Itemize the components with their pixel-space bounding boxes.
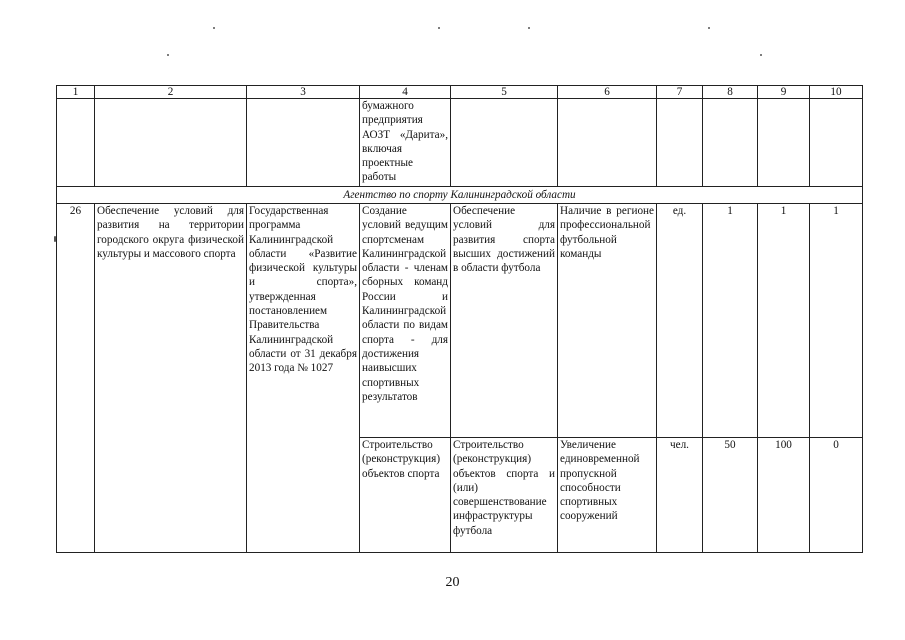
- column-number-cell: 7: [657, 86, 703, 99]
- continuation-row: [57, 99, 863, 187]
- column-number-cell: 9: [758, 86, 810, 99]
- indicator-cell: Наличие в регионе профессиональной футбольной команды: [558, 204, 657, 438]
- table-cell: [247, 99, 360, 187]
- value-cell: 100: [758, 438, 810, 553]
- unit-cell: чел.: [657, 438, 703, 553]
- column-number-cell: 3: [247, 86, 360, 99]
- action-cell: Создание условий ведущим спортсменам Калининградской области - членам сборных команд России и Калининградской области по видам спорта - для достижения наивысших спортивных результатов: [360, 204, 451, 438]
- value-cell: 50: [703, 438, 758, 553]
- scan-speck: [528, 27, 530, 29]
- table-cell: [810, 99, 863, 187]
- value-cell: 0: [810, 438, 863, 553]
- section-row: [57, 187, 863, 204]
- page-number: 20: [445, 575, 460, 590]
- value-cell: 1: [703, 204, 758, 438]
- table-cell: [758, 99, 810, 187]
- action-cell: бумажного предприятия АОЗТ «Дарита», включая проектные работы: [360, 99, 451, 187]
- task-cell: Строительство (реконструкция) объектов спорта и (или) совершенствование инфраструктуры футбола: [451, 438, 558, 553]
- scan-speck: [438, 27, 440, 29]
- table-cell: [657, 99, 703, 187]
- value-cell: 1: [758, 204, 810, 438]
- column-number-cell: 8: [703, 86, 758, 99]
- table-cell: [95, 99, 247, 187]
- task-cell: Обеспечение условий для развития спорта высших достижений в области футбола: [451, 204, 558, 438]
- row-number: 26: [57, 204, 95, 553]
- table-cell: [451, 99, 558, 187]
- data-table: [56, 85, 863, 553]
- table-cell: [703, 99, 758, 187]
- indicator-cell: Увеличение единовременной пропускной способности спортивных сооружений: [558, 438, 657, 553]
- section-title: Агентство по спорту Калининградской области: [57, 187, 863, 204]
- table-cell: [558, 99, 657, 187]
- scan-speck: [708, 27, 710, 29]
- table-row-26: [57, 204, 863, 438]
- scan-speck: [213, 27, 215, 29]
- goal-cell: Обеспечение условий для развития на территории городского округа физической культуры и массового спорта: [95, 204, 247, 553]
- scan-speck: [167, 54, 169, 56]
- column-number-cell: 4: [360, 86, 451, 99]
- value-cell: 1: [810, 204, 863, 438]
- program-cell: Государственная программа Калининградской области «Развитие физической культуры и спорта», утвержденная постановлением Правительства Калининградской области от 31 декабря 2013 года № 1027: [247, 204, 360, 553]
- scan-speck: [54, 236, 56, 242]
- table-cell: [57, 99, 95, 187]
- column-number-row: [57, 86, 863, 99]
- column-number-cell: 10: [810, 86, 863, 99]
- action-cell: Строительство (реконструкция) объектов спорта: [360, 438, 451, 553]
- column-number-cell: 2: [95, 86, 247, 99]
- column-number-cell: 6: [558, 86, 657, 99]
- column-number-cell: 5: [451, 86, 558, 99]
- scan-speck: [760, 54, 762, 56]
- column-number-cell: 1: [57, 86, 95, 99]
- unit-cell: ед.: [657, 204, 703, 438]
